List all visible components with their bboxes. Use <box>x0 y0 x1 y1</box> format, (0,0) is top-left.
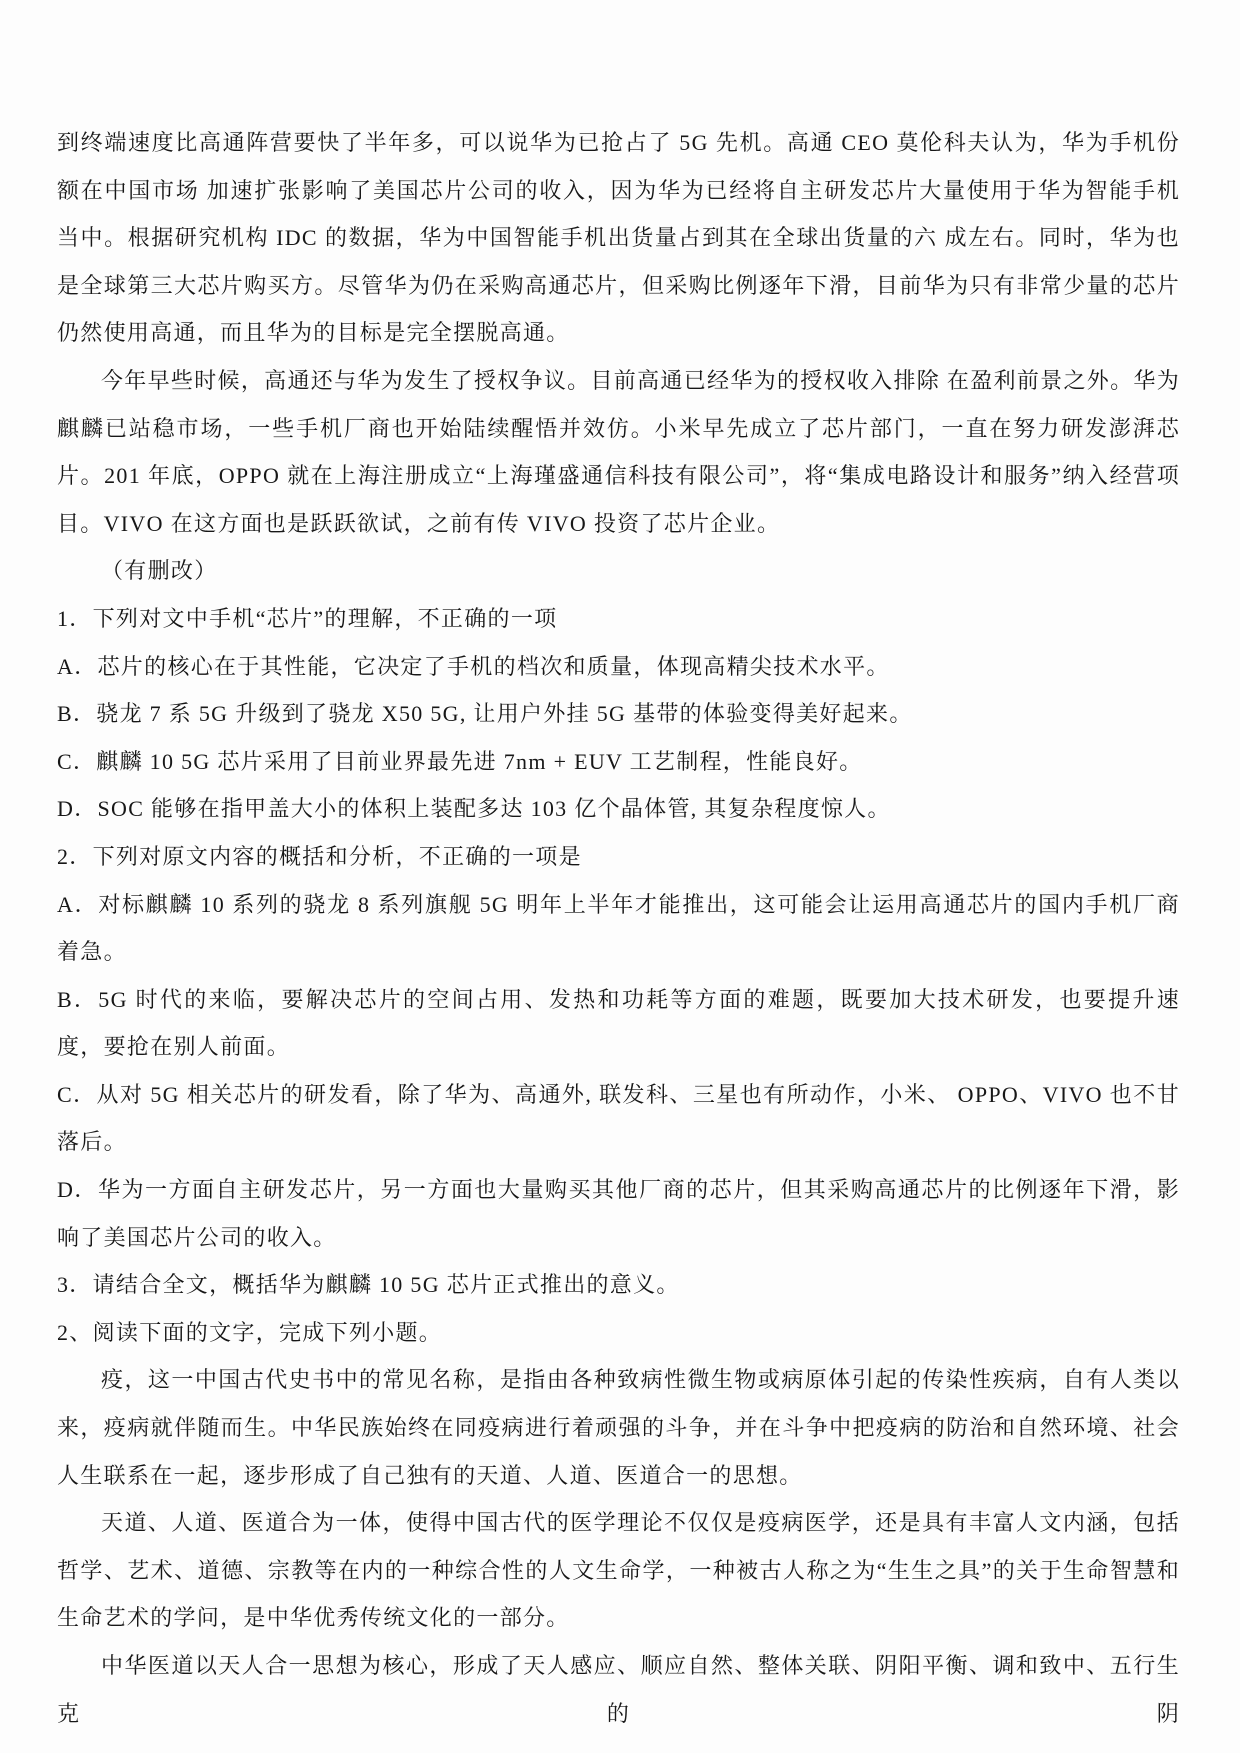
section2-heading: 2、阅读下面的文字，完成下列小题。 <box>57 1319 443 1345</box>
question2-option-b: B．5G 时代的来临，要解决芯片的空间占用、发热和功耗等方面的难题，既要加大技术研发，也要提升速度，要抢在别人前面。 <box>57 986 1180 1060</box>
question1-stem: 1．下列对文中手机“芯片”的理解，不正确的一项 <box>57 605 558 631</box>
passage2-paragraph-3-truncated: 中华医道以天人合一思想为核心，形成了天人感应、顺应自然、整体关联、阴阳平衡、调和致中、五行生克的阴 <box>57 1653 1180 1726</box>
question1-option-c: C．麒麟 10 5G 芯片采用了目前业界最先进 7nm + EUV 工艺制程，性能良好。 <box>57 748 863 774</box>
question1-option-b: B．骁龙 7 系 5G 升级到了骁龙 X50 5G, 让用户外挂 5G 基带的体验变得美好起来。 <box>57 701 913 727</box>
passage1-edit-note: （有删改） <box>101 558 218 584</box>
question2-stem: 2．下列对原文内容的概括和分析，不正确的一项是 <box>57 843 582 869</box>
question1-option-a: A．芯片的核心在于其性能，它决定了手机的档次和质量，体现高精尖技术水平。 <box>57 653 890 679</box>
question2-option-d: D．华为一方面自主研发芯片，另一方面也大量购买其他厂商的芯片，但其采购高通芯片的比例逐年下滑，影响了美国芯片公司的收入。 <box>57 1177 1180 1250</box>
question2-option-c: C．从对 5G 相关芯片的研发看，除了华为、高通外, 联发科、三星也有所动作，小米、 OPPO、VIVO 也不甘落后。 <box>57 1081 1180 1155</box>
passage2-paragraph-2: 天道、人道、医道合为一体，使得中国古代的医学理论不仅仅是疫病医学，还是具有丰富人文内涵，包括哲学、艺术、道德、宗教等在内的一种综合性的人文生命学，一种被古人称之为“生生之具”的关于生命智慧和生命艺术的学问，是中华优秀传统文化的一部分。 <box>57 1510 1180 1631</box>
question2-option-a: A．对标麒麟 10 系列的骁龙 8 系列旗舰 5G 明年上半年才能推出，这可能会让运用高通芯片的国内手机厂商着急。 <box>57 891 1180 965</box>
passage2-paragraph-1: 疫，这一中国古代史书中的常见名称，是指由各种致病性微生物或病原体引起的传染性疾病，自有人类以来，疫病就伴随而生。中华民族始终在同疫病进行着顽强的斗争，并在斗争中把疫病的防治和自然环境、社会人生联系在一起，逐步形成了自己独有的天道、人道、医道合一的思想。 <box>57 1367 1180 1488</box>
passage1-paragraph-2: 今年早些时候，高通还与华为发生了授权争议。目前高通已经华为的授权收入排除 在盈利前景之外。华为麒麟已站稳市场，一些手机厂商也开始陆续醒悟并效仿。小米早先成立了芯片部门，一直在努力研发澎湃芯片。201 年底，OPPO 就在上海注册成立“上海瑾盛通信科技有限公司”，将“集成电路设计和服务”纳入经营项目。VIVO 在这方面也是跃跃欲试，之前有传 VIVO 投资了芯片企业。 <box>57 367 1180 536</box>
text-content <box>57 119 1180 1737</box>
passage1-paragraph-continuation: 到终端速度比高通阵营要快了半年多，可以说华为已抢占了 5G 先机。高通 CEO 莫伦科夫认为，华为手机份额在中国市场 加速扩张影响了美国芯片公司的收入，因为华为已经将自主研发芯片大量使用于华为智能手机当中。根据研究机构 IDC 的数据，华为中国智能手机出货量占到其在全球出货量的六 成左右。同时，华为也是全球第三大芯片购买方。尽管华为仍在采购高通芯片，但采购比例逐年下滑，目前华为只有非常少量的芯片仍然使用高通，而且华为的目标是完全摆脱高通。 <box>57 130 1180 346</box>
question1-option-d: D．SOC 能够在指甲盖大小的体积上装配多达 103 亿个晶体管, 其复杂程度惊人。 <box>57 796 891 822</box>
question3-stem: 3．请结合全文，概括华为麒麟 10 5G 芯片正式推出的意义。 <box>57 1272 680 1298</box>
